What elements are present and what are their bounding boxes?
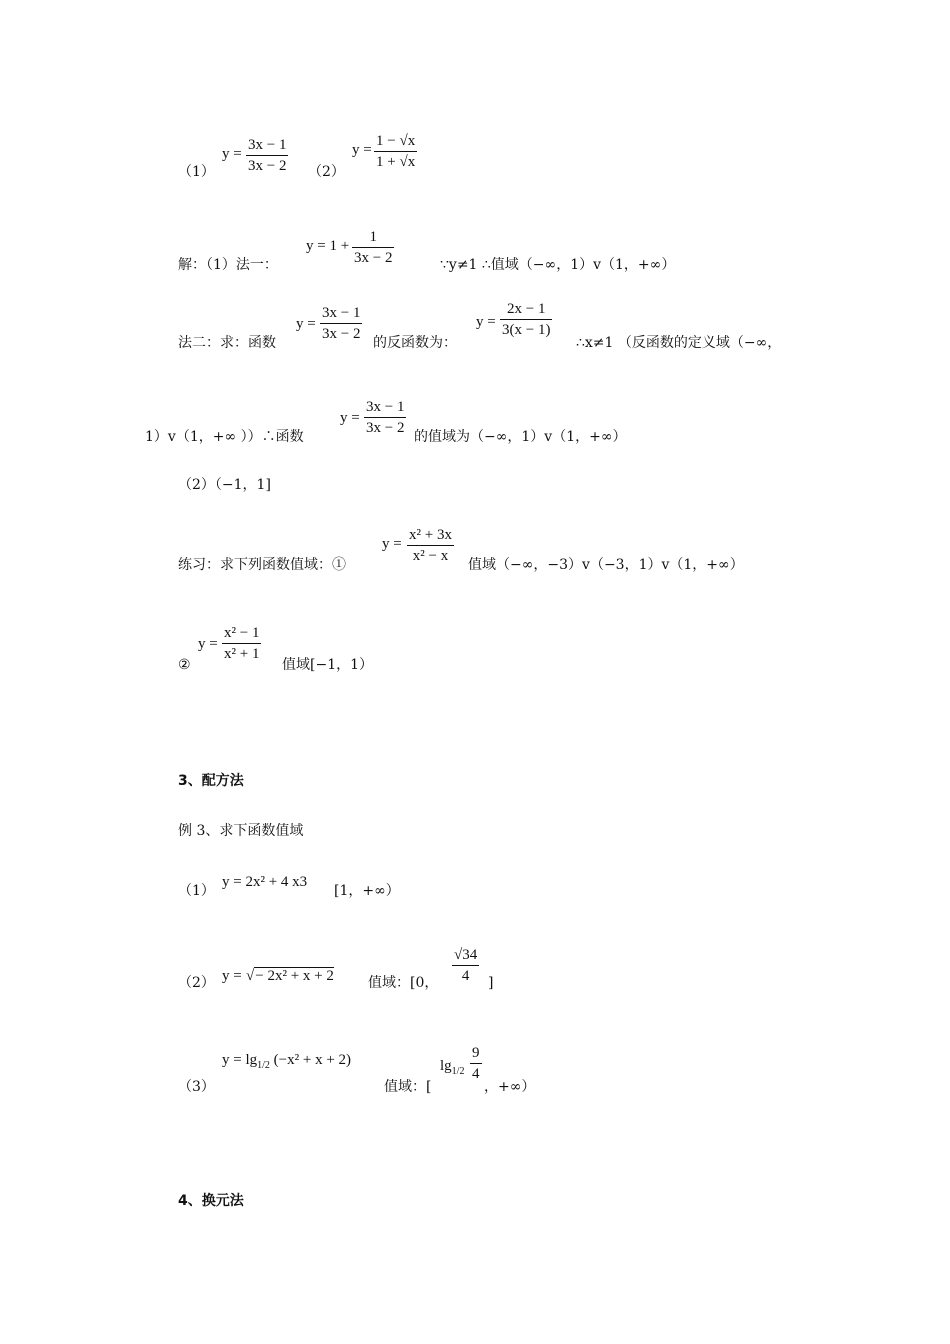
inverse-text: 的反函数为： bbox=[373, 335, 457, 351]
denominator: 3x − 2 bbox=[322, 326, 361, 342]
eq-y: y = bbox=[222, 968, 242, 984]
numerator: 1 bbox=[369, 229, 377, 245]
fraction bbox=[407, 526, 454, 565]
denominator: x² + 1 bbox=[224, 646, 260, 662]
fraction bbox=[222, 624, 261, 663]
fraction bbox=[374, 132, 417, 171]
fraction bbox=[500, 300, 552, 339]
log-prefix: lg bbox=[440, 1058, 452, 1074]
section-heading-3: 3、配方法 bbox=[178, 773, 244, 789]
fraction-bar bbox=[470, 1063, 482, 1064]
equation bbox=[222, 1052, 351, 1071]
numerator: √34 bbox=[454, 947, 478, 963]
fraction bbox=[470, 1044, 482, 1083]
fraction-bar bbox=[407, 545, 454, 546]
denominator: 1 + √x bbox=[376, 154, 416, 170]
range-result: 的值域为（−∞，1）v（1，+∞） bbox=[414, 429, 627, 445]
section-heading-4: 4、换元法 bbox=[178, 1193, 244, 1209]
range-continuation: 1）v（1，+∞ ））∴函数 bbox=[145, 429, 304, 445]
exercise-2-marker: ② bbox=[178, 657, 191, 673]
label-3: （3） bbox=[178, 1079, 215, 1095]
log-argument: (−x² + x + 2) bbox=[273, 1052, 352, 1068]
numerator: x² + 3x bbox=[409, 527, 452, 543]
eq-y: y = bbox=[476, 314, 496, 330]
eq-y: y = bbox=[352, 142, 372, 158]
range-label: 值域：[0， bbox=[368, 975, 439, 991]
label-1: （1） bbox=[178, 164, 215, 180]
numerator: 2x − 1 bbox=[506, 301, 546, 317]
eq-y: y = 1 + bbox=[306, 238, 350, 254]
numerator: 1 − √x bbox=[376, 133, 416, 149]
exercise-intro: 练习：求下列函数值域：① bbox=[178, 557, 346, 573]
label-1: （1） bbox=[178, 883, 215, 899]
range-result: 值域[−1，1） bbox=[282, 657, 374, 673]
fraction-bar bbox=[222, 643, 261, 644]
fraction-bar bbox=[452, 965, 479, 966]
denominator: x² − x bbox=[412, 548, 449, 564]
range-end: ，+∞） bbox=[484, 1079, 536, 1095]
fraction bbox=[452, 946, 479, 985]
bracket-close: ] bbox=[488, 975, 494, 991]
range-label: 值域：[ bbox=[384, 1079, 432, 1095]
fraction-bar bbox=[352, 247, 394, 248]
eq-y: y = bbox=[296, 316, 316, 332]
denominator: 3x − 2 bbox=[248, 158, 287, 174]
domain-note: ∴x≠1 （反函数的定义域（−∞， bbox=[576, 335, 782, 351]
equation: y = 2x² + 4 x3 bbox=[222, 874, 308, 890]
answer-2: （2）（−1，1] bbox=[178, 477, 271, 493]
eq-y: y = bbox=[198, 636, 218, 652]
eq-y: y = bbox=[222, 146, 242, 162]
label-2: （2） bbox=[178, 975, 215, 991]
log-term bbox=[440, 1058, 464, 1077]
fraction-bar bbox=[374, 151, 417, 152]
range-result: ∵y≠1 ∴值域（−∞，1）v（1，+∞） bbox=[440, 257, 676, 273]
denominator: 3x − 2 bbox=[366, 420, 405, 436]
numerator: x² − 1 bbox=[224, 625, 260, 641]
fraction bbox=[320, 304, 362, 343]
range-result: 值域（−∞，−3）v（−3，1）v（1，+∞） bbox=[468, 557, 744, 573]
fraction bbox=[246, 136, 288, 175]
sqrt-expression: √− 2x² + x + 2 bbox=[246, 968, 334, 984]
numerator: 9 bbox=[472, 1045, 480, 1061]
numerator: 3x − 1 bbox=[366, 399, 405, 415]
numerator: 3x − 1 bbox=[248, 137, 287, 153]
label-2: （2） bbox=[308, 164, 345, 180]
log-base: 1/2 bbox=[451, 1066, 465, 1077]
fraction-bar bbox=[500, 319, 552, 320]
denominator: 3(x − 1) bbox=[502, 322, 551, 338]
example-3-title: 例 3、求下函数值域 bbox=[178, 823, 304, 839]
radicand: − 2x² + x + 2 bbox=[255, 968, 334, 984]
denominator: 3x − 2 bbox=[354, 250, 393, 266]
fraction-bar bbox=[320, 323, 362, 324]
range-result: [1，+∞） bbox=[334, 883, 400, 899]
fraction bbox=[364, 398, 406, 437]
log-base: 1/2 bbox=[257, 1060, 270, 1071]
eq-y: y = bbox=[382, 536, 402, 552]
denominator: 4 bbox=[472, 1066, 480, 1082]
solution-intro: 解：（1）法一： bbox=[178, 257, 278, 273]
fraction bbox=[352, 228, 394, 267]
log-prefix: y = lg bbox=[222, 1052, 258, 1068]
numerator: 3x − 1 bbox=[322, 305, 361, 321]
fraction-bar bbox=[364, 417, 406, 418]
method-two-intro: 法二：求：函数 bbox=[178, 335, 276, 351]
eq-y: y = bbox=[340, 410, 360, 426]
fraction-bar bbox=[246, 155, 288, 156]
denominator: 4 bbox=[461, 968, 470, 984]
